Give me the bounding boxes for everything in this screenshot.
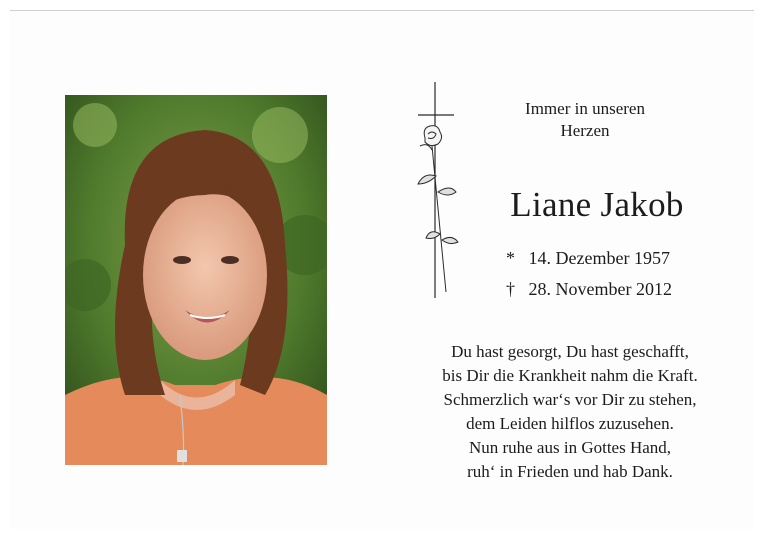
rose-icon (418, 126, 458, 292)
portrait-photo (65, 95, 327, 465)
death-date: 28. November 2012 (528, 279, 672, 299)
birth-date-line (506, 248, 670, 269)
poem (405, 340, 735, 484)
deceased-name: Liane Jakob (510, 185, 684, 224)
poem-line: ruh‘ in Frieden und hab Dank. (467, 462, 673, 481)
birth-date: 14. Dezember 1957 (528, 248, 670, 268)
poem-line: dem Leiden hilflos zuzusehen. (466, 414, 674, 433)
poem-line: Nun ruhe aus in Gottes Hand, (468, 438, 672, 457)
poem-line: Schmerzlich war‘s vor Dir zu stehen, (443, 390, 697, 409)
motto-line: Herzen (560, 121, 610, 140)
motto-line: Immer in unseren (525, 99, 645, 118)
poem-line: Du hast gesorgt, Du hast geschafft, (451, 342, 689, 361)
birth-symbol: * (506, 248, 515, 268)
poem-line: bis Dir die Krankheit nahm die Kraft. (442, 366, 698, 385)
death-symbol: † (506, 279, 515, 299)
cross-rose-emblem (400, 80, 470, 300)
death-date-line (506, 279, 672, 300)
motto (500, 98, 670, 142)
portrait-image (65, 95, 327, 465)
